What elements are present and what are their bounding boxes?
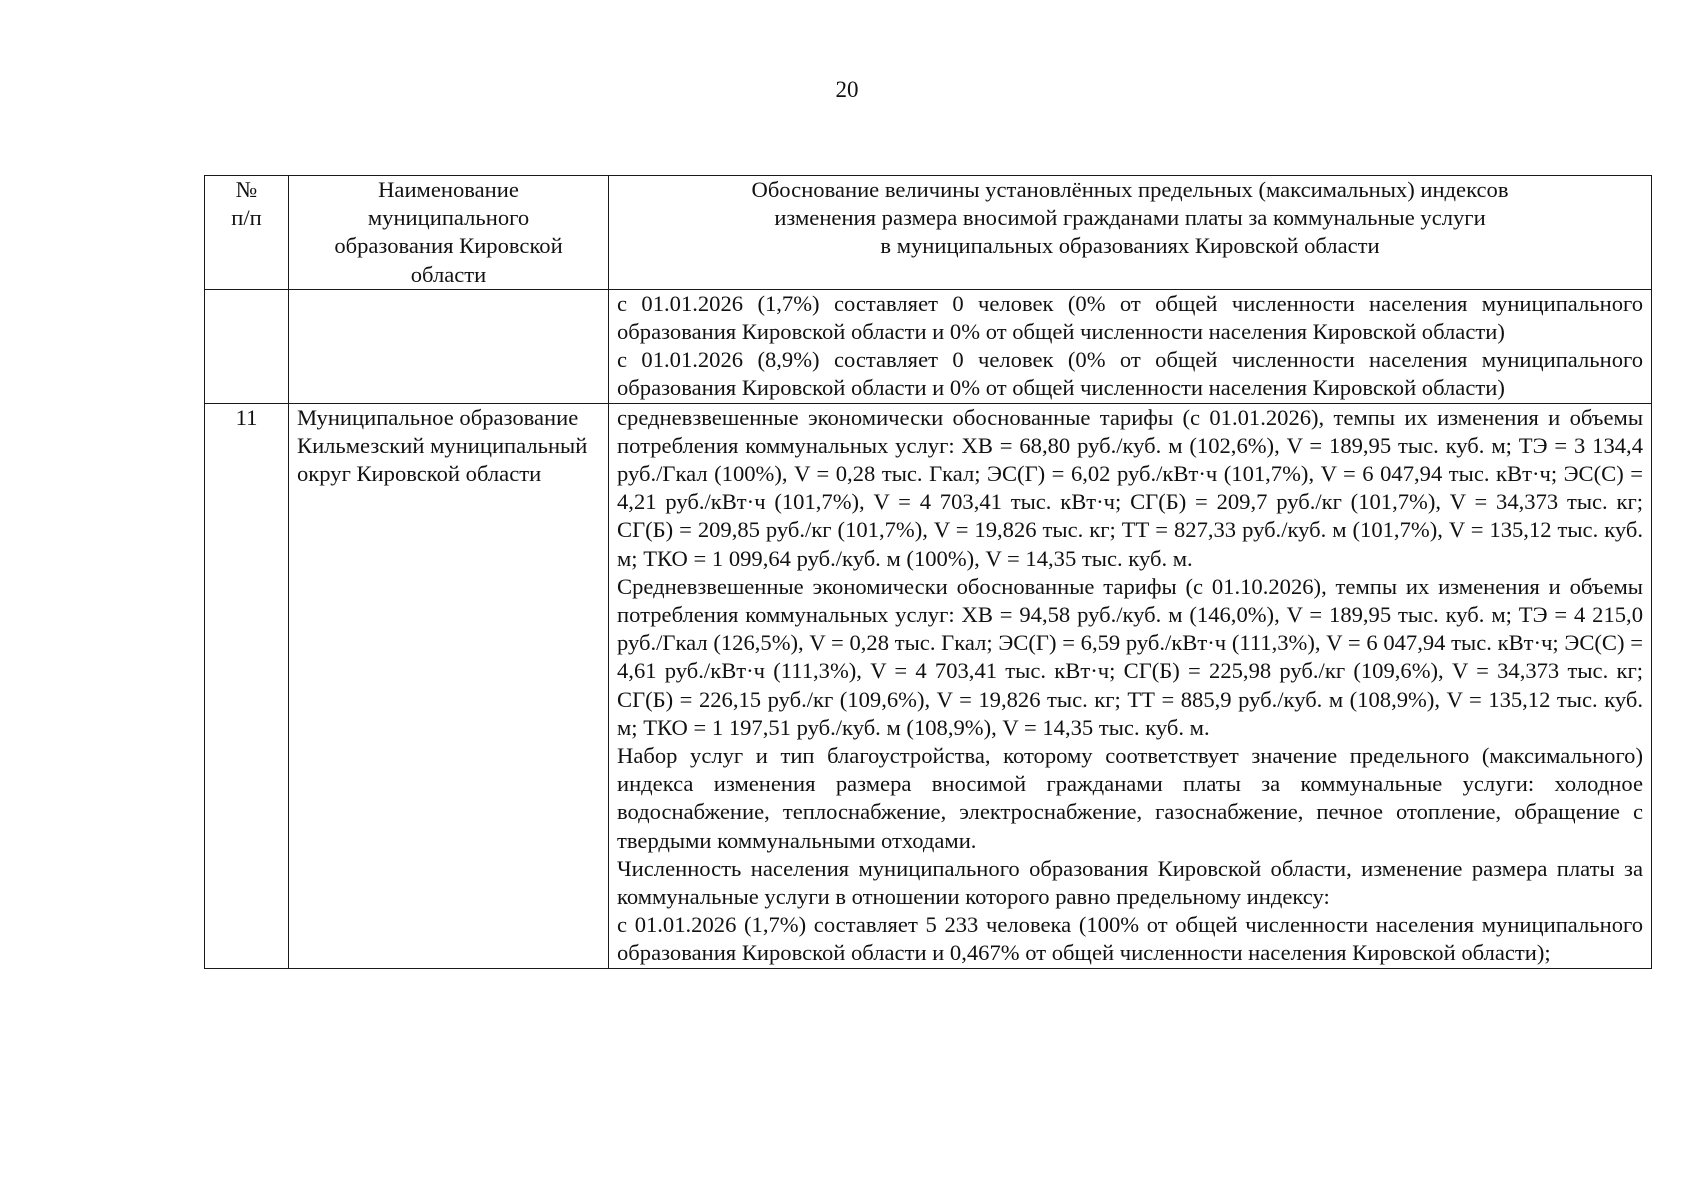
- header-name-line: Наименование: [378, 177, 519, 202]
- table-header-row: [205, 176, 1652, 290]
- header-name-line: образования Кировской: [334, 233, 563, 259]
- row-justification-cell: [609, 289, 1652, 403]
- justification-paragraph: средневзвешенные экономически обоснованные тарифы (с 01.01.2026), темпы их изменения и объемы потребления коммунальных услуг: ХВ = 68,80 руб./куб. м (102,6%), V = 189,95 тыс. куб. м; ТЭ = 3 134,4 руб./Гкал (100%), V = 0,28 тыс. Гкал; ЭС(Г) = 6,02 руб./кВт·ч (101,7%), V = 6 047,94 тыс. кВт·ч; ЭС(С) = 4,21 руб./кВт·ч (101,7%), V = 4 703,41 тыс. кВт·ч; СГ(Б) = 209,7 руб./кг (101,7%), V = 34,373 тыс. кг; СГ(Б) = 209,85 руб./кг (101,7%), V = 19,826 тыс. кг; ТТ = 827,33 руб./куб. м (101,7%), V = 135,12 тыс. куб. м; ТКО = 1 099,64 руб./куб. м (100%), V = 14,35 тыс. куб. м.: [617, 404, 1643, 571]
- justification-paragraph: Средневзвешенные экономически обоснованные тарифы (с 01.10.2026), темпы их изменения и объемы потребления коммунальных услуг: ХВ = 94,58 руб./куб. м (146,0%), V = 189,95 тыс. куб. м; ТЭ = 4 215,0 руб./Гкал (126,5%), V = 0,28 тыс. Гкал; ЭС(Г) = 6,59 руб./кВт·ч (111,3%), V = 6 047,94 тыс. кВт·ч; ЭС(С) = 4,61 руб./кВт·ч (111,3%), V = 4 703,41 тыс. кВт·ч; СГ(Б) = 225,98 руб./кг (109,6%), V = 34,373 тыс. кг; СГ(Б) = 226,15 руб./кг (109,6%), V = 19,826 тыс. кг; ТТ = 885,9 руб./куб. м (108,9%), V = 135,12 тыс. куб. м; ТКО = 1 197,51 руб./куб. м (108,9%), V = 14,35 тыс. куб. м.: [617, 573, 1643, 740]
- justification-paragraph: Набор услуг и тип благоустройства, которому соответствует значение предельного (максимального) индекса изменения размера вносимой гражданами платы за коммунальные услуги: холодное водоснабжение, теплоснабжение, электроснабжение, газоснабжение, печное отопление, обращение с твердыми коммунальными отходами.: [617, 743, 1643, 853]
- header-justification-line: в муниципальных образованиях Кировской области: [880, 233, 1380, 259]
- page-number: 20: [835, 77, 859, 102]
- row-justification-cell: [609, 403, 1652, 968]
- row-num-cell: 11: [205, 403, 289, 968]
- header-justification-line: изменения размера вносимой гражданами платы за коммунальные услуги: [774, 205, 1486, 231]
- row-num-cell: [205, 289, 289, 403]
- justification-paragraph: с 01.01.2026 (1,7%) составляет 5 233 человека (100% от общей численности населения муниципального образования Кировской области и 0,467% от общей численности населения Кировской области);: [617, 912, 1643, 966]
- header-num-cell: [205, 176, 289, 290]
- row-name-cell: [289, 289, 609, 403]
- header-name-cell: [289, 176, 609, 290]
- header-name-line: области: [410, 261, 487, 287]
- header-num-line: №: [235, 177, 258, 202]
- indices-table: [204, 175, 1652, 969]
- header-justification-line: Обоснование величины установлённых предельных (максимальных) индексов: [751, 177, 1509, 202]
- table-row: [205, 403, 1652, 968]
- justification-paragraph: Численность населения муниципального образования Кировской области, изменение размера платы за коммунальные услуги в отношении которого равно предельному индексу:: [617, 855, 1643, 910]
- row-name-cell: Муниципальное образование Кильмезский муниципальный округ Кировской области: [289, 403, 609, 968]
- justification-paragraph: с 01.01.2026 (8,9%) составляет 0 человек (0% от общей численности населения муниципального образования Кировской области и 0% от общей численности населения Кировской области): [617, 347, 1643, 401]
- justification-paragraph: с 01.01.2026 (1,7%) составляет 0 человек (0% от общей численности населения муниципального образования Кировской области и 0% от общей численности населения Кировской области): [617, 290, 1643, 345]
- header-justification-cell: [609, 176, 1652, 290]
- header-num-line: п/п: [231, 205, 262, 231]
- header-name-line: муниципального: [367, 205, 530, 231]
- table-row: [205, 289, 1652, 403]
